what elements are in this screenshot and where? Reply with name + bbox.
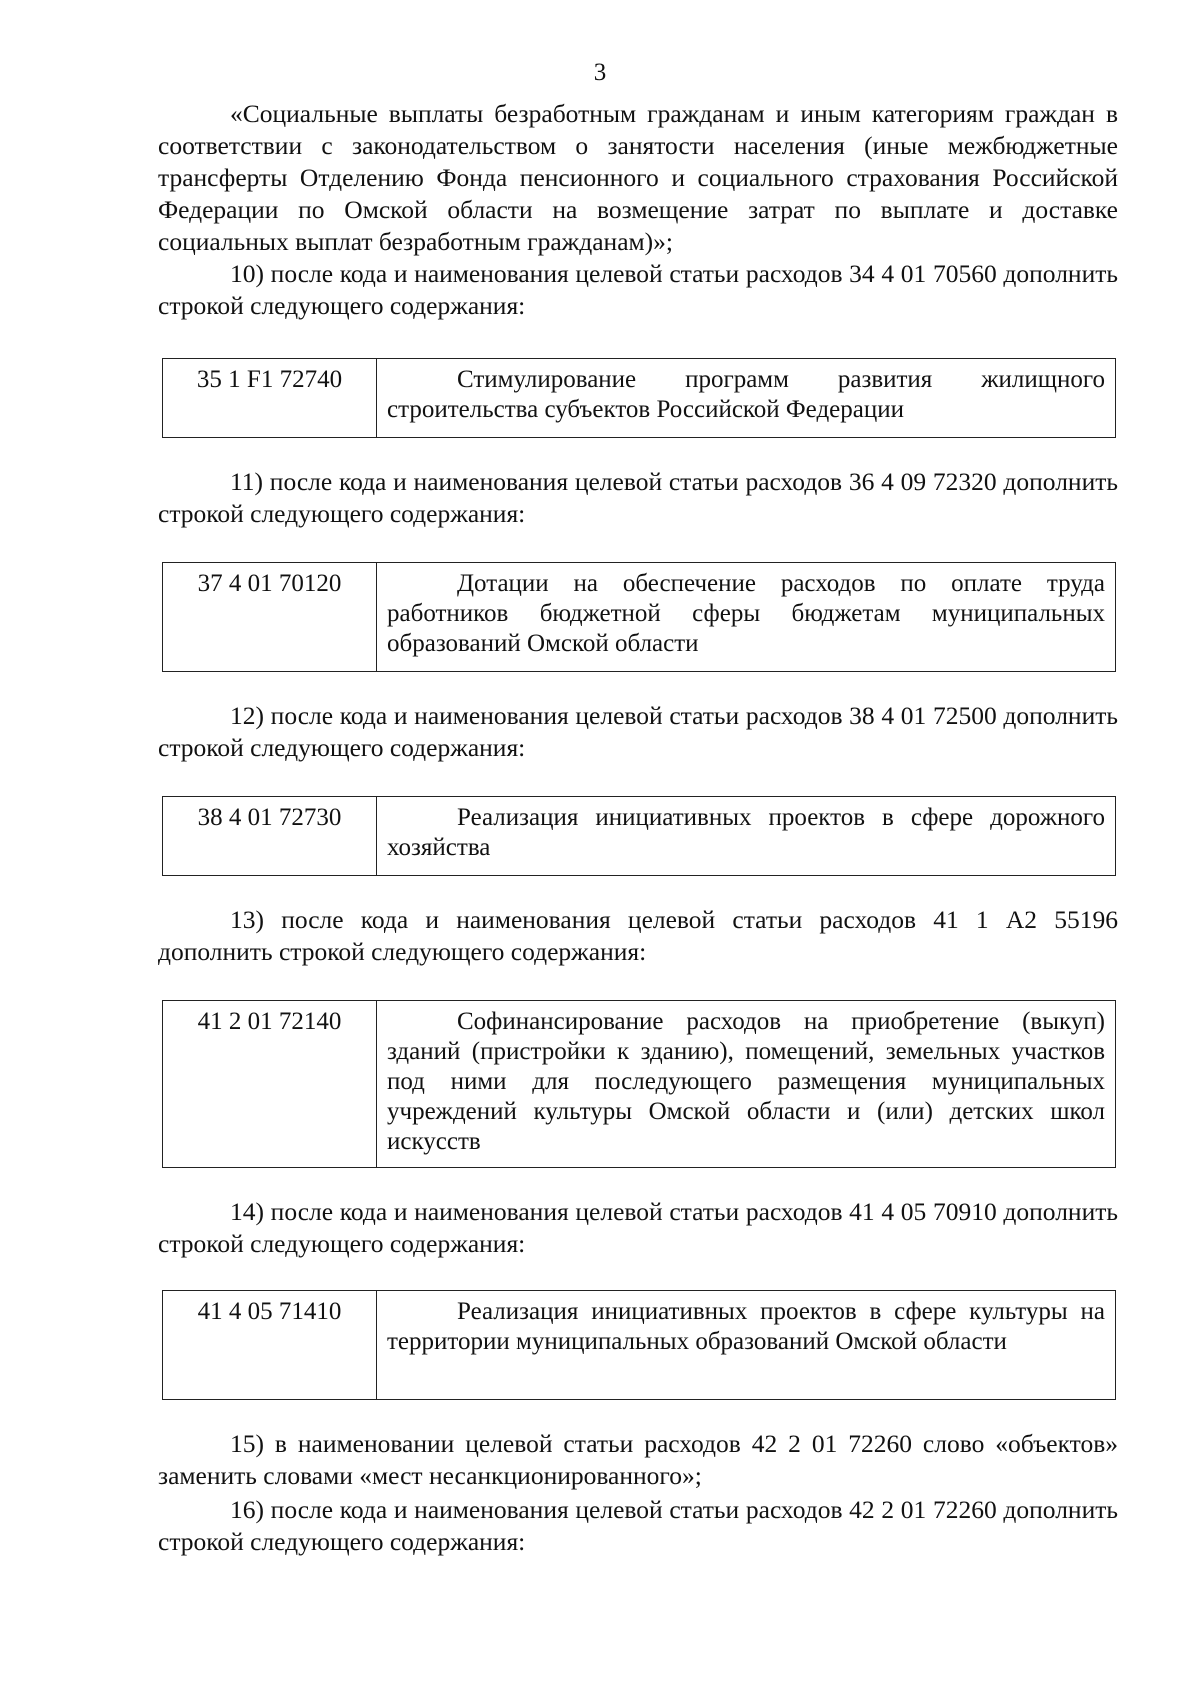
table-name-text: Дотации на обеспечение расходов по оплате труда работников бюджетной сферы бюджетам муниципальных образований Омской области [387,570,1105,657]
table-name-cell [377,1001,1115,1167]
paragraph-quote: «Социальные выплаты безработным гражданам и иным категориям граждан в соответствии с законодательством о занятости населения (иные межбюджетные трансферты Отделению Фонда пенсионного и социального страхования Российской Федерации по Омской области на возмещение затрат по выплате и доставке социальных выплат безработным гражданам)»; [158,99,1118,256]
table-code-cell: 41 4 05 71410 [163,1291,377,1399]
paragraph-item-14: 14) после кода и наименования целевой статьи расходов 41 4 05 70910 дополнить строкой следующего содержания: [158,1197,1118,1258]
table-row-5 [162,1290,1116,1400]
page-number: 3 [593,59,607,86]
table-row-2 [162,562,1116,672]
table-code-cell: 37 4 01 70120 [163,563,377,671]
table-name-text: Софинансирование расходов на приобретение (выкуп) зданий (пристройки к зданию), помещений, земельных участков под ними для последующего размещения муниципальных учреждений культуры Омской области и (или) детских школ искусств [387,1008,1105,1155]
table-row-1 [162,358,1116,438]
paragraph-item-16: 16) после кода и наименования целевой статьи расходов 42 2 01 72260 дополнить строкой следующего содержания: [158,1495,1118,1556]
paragraph-item-15: 15) в наименовании целевой статьи расходов 42 2 01 72260 слово «объектов» заменить словами «мест несанкционированного»; [158,1429,1118,1490]
table-name-cell [377,797,1115,875]
table-code-cell: 38 4 01 72730 [163,797,377,875]
table-name-cell [377,563,1115,671]
paragraph-item-11: 11) после кода и наименования целевой статьи расходов 36 4 09 72320 дополнить строкой следующего содержания: [158,467,1118,528]
table-name-text: Реализация инициативных проектов в сфере культуры на территории муниципальных образований Омской области [387,1298,1105,1355]
paragraph-item-10: 10) после кода и наименования целевой статьи расходов 34 4 01 70560 дополнить строкой следующего содержания: [158,259,1118,320]
table-row-3 [162,796,1116,876]
table-code-cell: 35 1 F1 72740 [163,359,377,437]
table-name-text: Стимулирование программ развития жилищного строительства субъектов Российской Федерации [387,366,1105,423]
table-row-4 [162,1000,1116,1168]
table-code-cell: 41 2 01 72140 [163,1001,377,1167]
paragraph-item-13: 13) после кода и наименования целевой статьи расходов 41 1 А2 55196 дополнить строкой следующего содержания: [158,905,1118,966]
table-name-text: Реализация инициативных проектов в сфере дорожного хозяйства [387,804,1105,861]
table-name-cell [377,359,1115,437]
paragraph-item-12: 12) после кода и наименования целевой статьи расходов 38 4 01 72500 дополнить строкой следующего содержания: [158,701,1118,762]
table-name-cell [377,1291,1115,1399]
